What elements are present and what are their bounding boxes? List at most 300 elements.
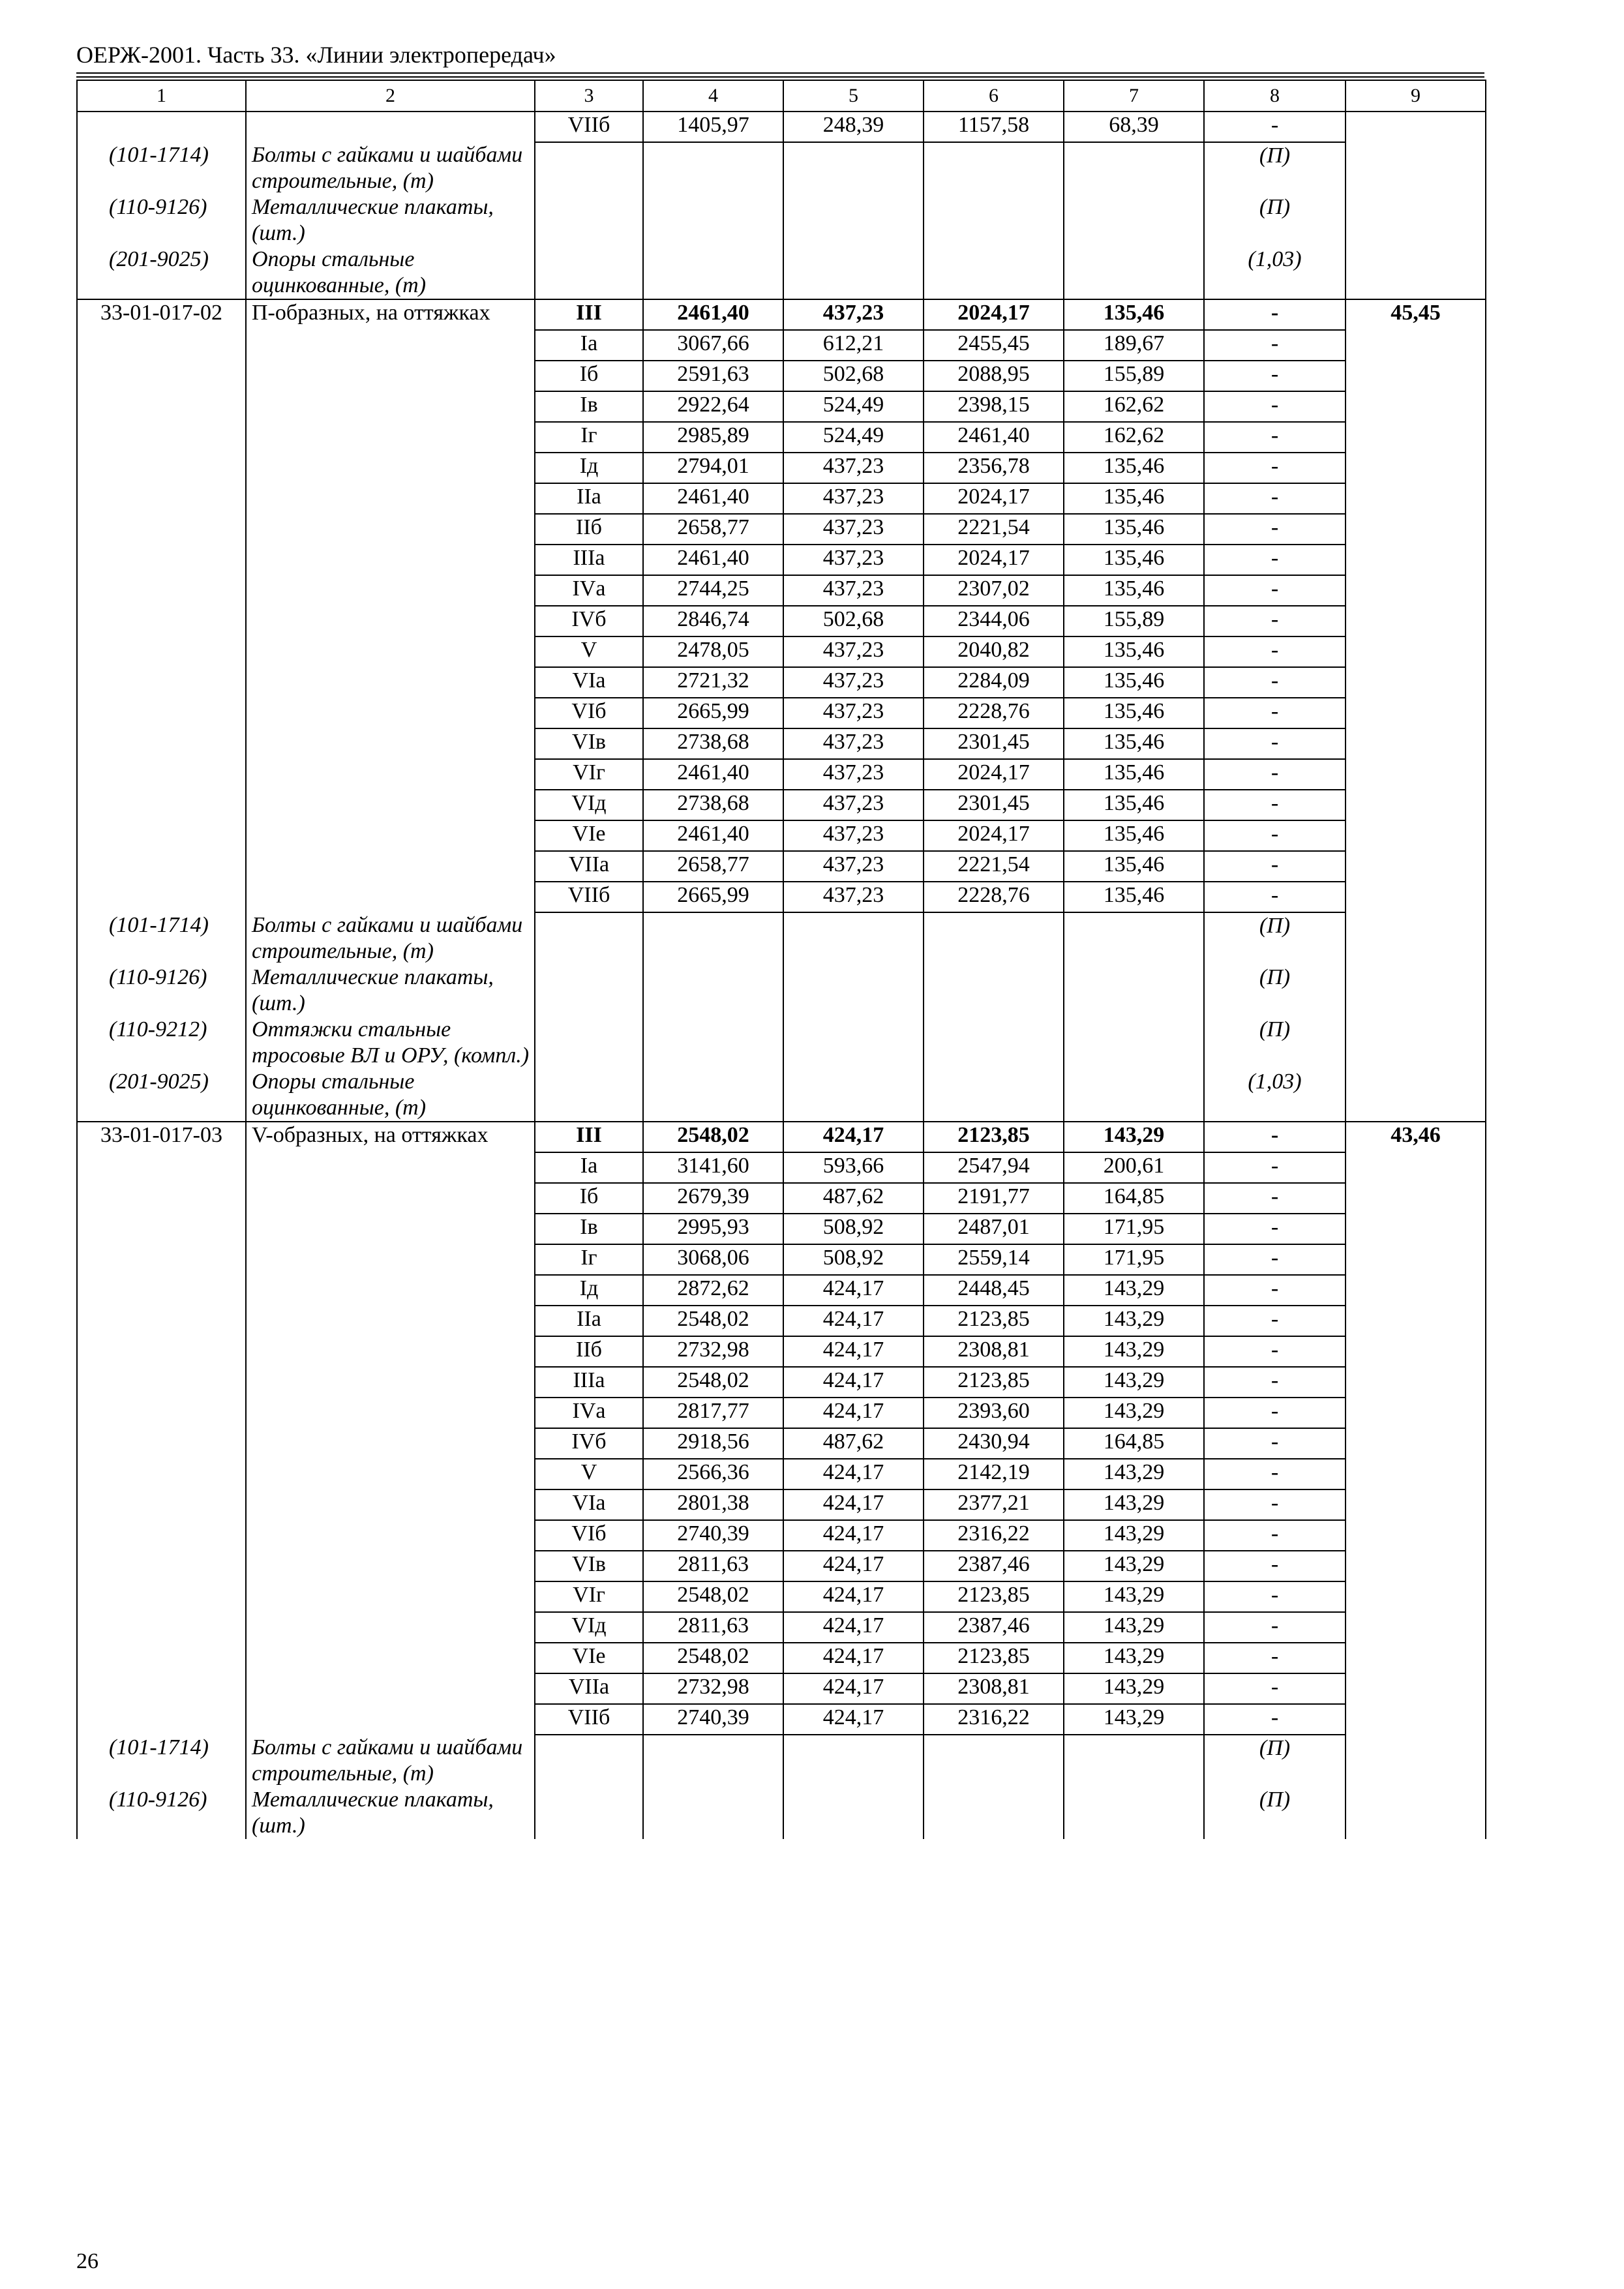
rate-code <box>77 330 246 361</box>
empty-cell <box>783 1069 924 1122</box>
zone-cell: VIе <box>535 820 643 851</box>
value-cell: - <box>1204 575 1346 606</box>
empty-cell <box>1064 965 1204 1017</box>
value-cell: 2398,15 <box>924 391 1064 422</box>
labor-cell <box>1346 112 1486 142</box>
value-cell: 424,17 <box>783 1612 924 1643</box>
zone-cell: IVб <box>535 1428 643 1459</box>
labor-cell <box>1346 391 1486 422</box>
rate-code <box>77 882 246 912</box>
value-cell: 2478,05 <box>643 636 783 667</box>
rate-code: 33-01-017-02 <box>77 299 246 330</box>
value-cell: 200,61 <box>1064 1152 1204 1183</box>
zone-cell: Iв <box>535 1214 643 1244</box>
work-name <box>246 1306 535 1336</box>
value-cell: 424,17 <box>783 1551 924 1581</box>
table-row <box>77 112 1486 142</box>
table-row <box>77 483 1486 514</box>
empty-cell <box>643 912 783 965</box>
labor-cell <box>1346 1643 1486 1673</box>
empty-cell <box>535 912 643 965</box>
value-cell: 2665,99 <box>643 882 783 912</box>
value-cell: 524,49 <box>783 422 924 453</box>
work-name <box>246 330 535 361</box>
labor-cell <box>1346 820 1486 851</box>
value-cell: 143,29 <box>1064 1551 1204 1581</box>
resource-code: (201-9025) <box>77 1069 246 1122</box>
rate-code <box>77 422 246 453</box>
value-cell: - <box>1204 545 1346 575</box>
work-name <box>246 1336 535 1367</box>
zone-cell: Iа <box>535 1152 643 1183</box>
table-row <box>77 1152 1486 1183</box>
resource-code: (101-1714) <box>77 912 246 965</box>
resource-row <box>77 194 1486 247</box>
labor-cell <box>1346 1214 1486 1244</box>
zone-cell: IIа <box>535 1306 643 1336</box>
zone-cell: VIа <box>535 1489 643 1520</box>
work-name <box>246 1704 535 1735</box>
value-cell: 424,17 <box>783 1643 924 1673</box>
column-number-row <box>77 80 1486 112</box>
zone-cell: VIIб <box>535 1704 643 1735</box>
labor-cell <box>1346 361 1486 391</box>
value-cell: 2024,17 <box>924 820 1064 851</box>
value-cell: 424,17 <box>783 1673 924 1704</box>
rate-code <box>77 514 246 545</box>
work-name <box>246 1489 535 1520</box>
work-name <box>246 851 535 882</box>
value-cell: 2738,68 <box>643 790 783 820</box>
value-cell: - <box>1204 851 1346 882</box>
value-cell: - <box>1204 1643 1346 1673</box>
labor-cell <box>1346 1581 1486 1612</box>
value-cell: 2301,45 <box>924 728 1064 759</box>
value-cell: 437,23 <box>783 667 924 698</box>
page-number: 26 <box>76 2249 98 2273</box>
value-cell: 424,17 <box>783 1520 924 1551</box>
value-cell: 424,17 <box>783 1398 924 1428</box>
table-row <box>77 1183 1486 1214</box>
zone-cell: Iа <box>535 330 643 361</box>
resource-code: (110-9126) <box>77 1787 246 1839</box>
work-name <box>246 1367 535 1398</box>
resource-row <box>77 1017 1486 1069</box>
value-cell: 135,46 <box>1064 545 1204 575</box>
value-cell: 437,23 <box>783 698 924 728</box>
empty-cell <box>783 1787 924 1839</box>
value-cell: - <box>1204 698 1346 728</box>
value-cell: 2461,40 <box>643 759 783 790</box>
value-cell: 2316,22 <box>924 1704 1064 1735</box>
value-cell: 68,39 <box>1064 112 1204 142</box>
value-cell: - <box>1204 1673 1346 1704</box>
labor-cell: 45,45 <box>1346 299 1486 330</box>
header-rule <box>76 72 1484 74</box>
value-cell: 135,46 <box>1064 728 1204 759</box>
empty-cell <box>643 1787 783 1839</box>
empty-cell <box>1064 247 1204 299</box>
table-row <box>77 1336 1486 1367</box>
rate-code <box>77 483 246 514</box>
rate-code <box>77 1152 246 1183</box>
value-cell: 2918,56 <box>643 1428 783 1459</box>
value-cell: - <box>1204 790 1346 820</box>
work-name <box>246 759 535 790</box>
empty-cell <box>783 1017 924 1069</box>
zone-cell: VIд <box>535 1612 643 1643</box>
labor-cell <box>1346 759 1486 790</box>
value-cell: 2548,02 <box>643 1122 783 1152</box>
table-row <box>77 514 1486 545</box>
rate-code <box>77 1367 246 1398</box>
value-cell: 135,46 <box>1064 790 1204 820</box>
value-cell: 502,68 <box>783 361 924 391</box>
rate-code <box>77 698 246 728</box>
rate-code <box>77 1612 246 1643</box>
value-cell: 437,23 <box>783 759 924 790</box>
value-cell: 135,46 <box>1064 820 1204 851</box>
work-name <box>246 882 535 912</box>
value-cell: 2985,89 <box>643 422 783 453</box>
work-name <box>246 545 535 575</box>
value-cell: 2387,46 <box>924 1551 1064 1581</box>
empty-cell <box>643 1735 783 1787</box>
rate-code <box>77 759 246 790</box>
value-cell: 143,29 <box>1064 1367 1204 1398</box>
empty-cell <box>643 247 783 299</box>
value-cell: 2123,85 <box>924 1122 1064 1152</box>
column-number: 4 <box>643 80 783 112</box>
value-cell: - <box>1204 1306 1346 1336</box>
work-name <box>246 1244 535 1275</box>
value-cell: 437,23 <box>783 483 924 514</box>
empty-cell <box>783 194 924 247</box>
value-cell: 2872,62 <box>643 1275 783 1306</box>
labor-cell <box>1346 1704 1486 1735</box>
value-cell: 424,17 <box>783 1704 924 1735</box>
page-header-title: ОЕРЖ-2001. Часть 33. «Линии электропередач» <box>76 42 556 68</box>
zone-cell: VIIб <box>535 112 643 142</box>
rate-code <box>77 1673 246 1704</box>
resource-code: (201-9025) <box>77 247 246 299</box>
labor-cell <box>1346 790 1486 820</box>
resource-name: Оттяжки стальные тросовые ВЛ и ОРУ, (компл.) <box>246 1017 535 1069</box>
value-cell: 171,95 <box>1064 1214 1204 1244</box>
value-cell: 143,29 <box>1064 1122 1204 1152</box>
zone-cell: IIIа <box>535 545 643 575</box>
value-cell: - <box>1204 453 1346 483</box>
empty-cell <box>924 965 1064 1017</box>
zone-cell: IIа <box>535 483 643 514</box>
value-cell: - <box>1204 1275 1346 1306</box>
table-row <box>77 1459 1486 1489</box>
value-cell: 143,29 <box>1064 1673 1204 1704</box>
resource-row <box>77 1735 1486 1787</box>
resource-row <box>77 1787 1486 1839</box>
rate-code <box>77 391 246 422</box>
table-row <box>77 636 1486 667</box>
work-name <box>246 361 535 391</box>
value-cell: - <box>1204 1244 1346 1275</box>
value-cell: 143,29 <box>1064 1336 1204 1367</box>
zone-cell: IVа <box>535 575 643 606</box>
empty-cell <box>1346 912 1486 965</box>
column-number: 1 <box>77 80 246 112</box>
zone-cell: VIIа <box>535 851 643 882</box>
zone-cell: VIе <box>535 1643 643 1673</box>
value-cell: 164,85 <box>1064 1183 1204 1214</box>
value-cell: 162,62 <box>1064 422 1204 453</box>
work-name <box>246 1459 535 1489</box>
value-cell: 143,29 <box>1064 1581 1204 1612</box>
rate-code <box>77 1214 246 1244</box>
empty-cell <box>1064 1017 1204 1069</box>
rate-code <box>77 851 246 882</box>
rate-code <box>77 453 246 483</box>
work-name <box>246 1275 535 1306</box>
column-number: 6 <box>924 80 1064 112</box>
table-row <box>77 330 1486 361</box>
value-cell: 2732,98 <box>643 1673 783 1704</box>
zone-cell: VIг <box>535 759 643 790</box>
empty-cell <box>924 1017 1064 1069</box>
value-cell: 2024,17 <box>924 759 1064 790</box>
value-cell: 2547,94 <box>924 1152 1064 1183</box>
value-cell: - <box>1204 1459 1346 1489</box>
labor-cell <box>1346 636 1486 667</box>
resource-row <box>77 1069 1486 1122</box>
rate-code <box>77 545 246 575</box>
work-name <box>246 1520 535 1551</box>
value-cell: 135,46 <box>1064 759 1204 790</box>
value-cell: 437,23 <box>783 299 924 330</box>
value-cell: 2316,22 <box>924 1520 1064 1551</box>
resource-code: (110-9126) <box>77 194 246 247</box>
value-cell: - <box>1204 667 1346 698</box>
value-cell: - <box>1204 422 1346 453</box>
value-cell: 2548,02 <box>643 1367 783 1398</box>
value-cell: 612,21 <box>783 330 924 361</box>
value-cell: 2922,64 <box>643 391 783 422</box>
resource-name: Болты с гайками и шайбами строительные, (т) <box>246 912 535 965</box>
header-rule <box>76 76 1484 78</box>
value-cell: 424,17 <box>783 1275 924 1306</box>
value-cell: 437,23 <box>783 545 924 575</box>
value-cell: 437,23 <box>783 820 924 851</box>
work-name <box>246 1152 535 1183</box>
rate-code <box>77 790 246 820</box>
value-cell: 1157,58 <box>924 112 1064 142</box>
work-name <box>246 1214 535 1244</box>
value-cell: 143,29 <box>1064 1459 1204 1489</box>
labor-cell <box>1346 1367 1486 1398</box>
value-cell: 437,23 <box>783 882 924 912</box>
empty-cell <box>783 247 924 299</box>
empty-cell <box>535 1735 643 1787</box>
value-cell: - <box>1204 1214 1346 1244</box>
zone-cell: IIб <box>535 514 643 545</box>
table-row <box>77 1581 1486 1612</box>
resource-row <box>77 965 1486 1017</box>
table-row <box>77 1306 1486 1336</box>
value-cell: - <box>1204 606 1346 636</box>
table-row <box>77 728 1486 759</box>
empty-cell <box>1346 1787 1486 1839</box>
work-name: V-образных, на оттяжках <box>246 1122 535 1152</box>
value-cell: 2744,25 <box>643 575 783 606</box>
work-name <box>246 728 535 759</box>
table-row <box>77 299 1486 330</box>
table-row <box>77 1122 1486 1152</box>
value-cell: 2142,19 <box>924 1459 1064 1489</box>
value-cell: 524,49 <box>783 391 924 422</box>
value-cell: 135,46 <box>1064 851 1204 882</box>
table-row <box>77 1214 1486 1244</box>
empty-cell <box>1064 912 1204 965</box>
column-number: 2 <box>246 80 535 112</box>
value-cell: - <box>1204 361 1346 391</box>
value-cell: 437,23 <box>783 575 924 606</box>
resource-row <box>77 912 1486 965</box>
resource-code: (101-1714) <box>77 1735 246 1787</box>
value-cell: 2794,01 <box>643 453 783 483</box>
value-cell: 135,46 <box>1064 514 1204 545</box>
zone-cell: Iб <box>535 1183 643 1214</box>
work-name <box>246 698 535 728</box>
value-cell: 248,39 <box>783 112 924 142</box>
value-cell: 2024,17 <box>924 299 1064 330</box>
rate-code <box>77 1643 246 1673</box>
table-row <box>77 759 1486 790</box>
zone-cell: Iг <box>535 1244 643 1275</box>
empty-cell <box>535 247 643 299</box>
value-cell: 2024,17 <box>924 483 1064 514</box>
labor-cell <box>1346 1183 1486 1214</box>
value-cell: 135,46 <box>1064 667 1204 698</box>
resource-value: (П) <box>1204 1787 1346 1839</box>
resource-row <box>77 142 1486 194</box>
resource-name: Опоры стальные оцинкованные, (т) <box>246 1069 535 1122</box>
work-name <box>246 820 535 851</box>
empty-cell <box>924 194 1064 247</box>
value-cell: 143,29 <box>1064 1398 1204 1428</box>
empty-cell <box>1346 1017 1486 1069</box>
rate-code <box>77 1183 246 1214</box>
value-cell: 2344,06 <box>924 606 1064 636</box>
rate-code <box>77 112 246 142</box>
value-cell: 2679,39 <box>643 1183 783 1214</box>
rate-code <box>77 1520 246 1551</box>
zone-cell: Iд <box>535 1275 643 1306</box>
empty-cell <box>643 1017 783 1069</box>
zone-cell: III <box>535 299 643 330</box>
value-cell: 2123,85 <box>924 1367 1064 1398</box>
empty-cell <box>1064 194 1204 247</box>
work-name <box>246 1183 535 1214</box>
zone-cell: Iб <box>535 361 643 391</box>
value-cell: 155,89 <box>1064 361 1204 391</box>
value-cell: 135,46 <box>1064 299 1204 330</box>
table-body <box>77 80 1486 1839</box>
zone-cell: III <box>535 1122 643 1152</box>
value-cell: 2221,54 <box>924 851 1064 882</box>
labor-cell <box>1346 1673 1486 1704</box>
value-cell: 2487,01 <box>924 1214 1064 1244</box>
rate-code <box>77 728 246 759</box>
value-cell: 437,23 <box>783 790 924 820</box>
rate-code <box>77 361 246 391</box>
empty-cell <box>535 1787 643 1839</box>
rate-code <box>77 1275 246 1306</box>
value-cell: 135,46 <box>1064 698 1204 728</box>
labor-cell <box>1346 453 1486 483</box>
table-row <box>77 606 1486 636</box>
value-cell: 437,23 <box>783 851 924 882</box>
table-row <box>77 422 1486 453</box>
value-cell: 437,23 <box>783 514 924 545</box>
value-cell: 155,89 <box>1064 606 1204 636</box>
column-number: 7 <box>1064 80 1204 112</box>
labor-cell <box>1346 1306 1486 1336</box>
resource-name: Опоры стальные оцинкованные, (т) <box>246 247 535 299</box>
value-cell: 2228,76 <box>924 698 1064 728</box>
work-name <box>246 514 535 545</box>
empty-cell <box>783 142 924 194</box>
rate-code <box>77 636 246 667</box>
rate-code <box>77 667 246 698</box>
empty-cell <box>783 965 924 1017</box>
value-cell: 162,62 <box>1064 391 1204 422</box>
empty-cell <box>783 912 924 965</box>
column-number: 9 <box>1346 80 1486 112</box>
value-cell: - <box>1204 728 1346 759</box>
zone-cell: VIб <box>535 1520 643 1551</box>
value-cell: 2123,85 <box>924 1643 1064 1673</box>
value-cell: 2740,39 <box>643 1704 783 1735</box>
labor-cell <box>1346 1152 1486 1183</box>
value-cell: 2740,39 <box>643 1520 783 1551</box>
value-cell: - <box>1204 514 1346 545</box>
empty-cell <box>783 1735 924 1787</box>
empty-cell <box>1064 142 1204 194</box>
empty-cell <box>924 1069 1064 1122</box>
table-row <box>77 1673 1486 1704</box>
value-cell: 2461,40 <box>643 820 783 851</box>
table-row <box>77 1643 1486 1673</box>
value-cell: 508,92 <box>783 1244 924 1275</box>
value-cell: - <box>1204 1122 1346 1152</box>
resource-value: (1,03) <box>1204 247 1346 299</box>
work-name <box>246 1612 535 1643</box>
value-cell: 2356,78 <box>924 453 1064 483</box>
table-row <box>77 698 1486 728</box>
value-cell: 2461,40 <box>924 422 1064 453</box>
value-cell: 2548,02 <box>643 1643 783 1673</box>
empty-cell <box>1064 1735 1204 1787</box>
value-cell: 424,17 <box>783 1489 924 1520</box>
table-row <box>77 820 1486 851</box>
rate-code <box>77 1336 246 1367</box>
empty-cell <box>924 1735 1064 1787</box>
zone-cell: VIа <box>535 667 643 698</box>
value-cell: 508,92 <box>783 1214 924 1244</box>
value-cell: 143,29 <box>1064 1306 1204 1336</box>
value-cell: 164,85 <box>1064 1428 1204 1459</box>
resource-value: (П) <box>1204 965 1346 1017</box>
value-cell: 487,62 <box>783 1428 924 1459</box>
labor-cell <box>1346 728 1486 759</box>
